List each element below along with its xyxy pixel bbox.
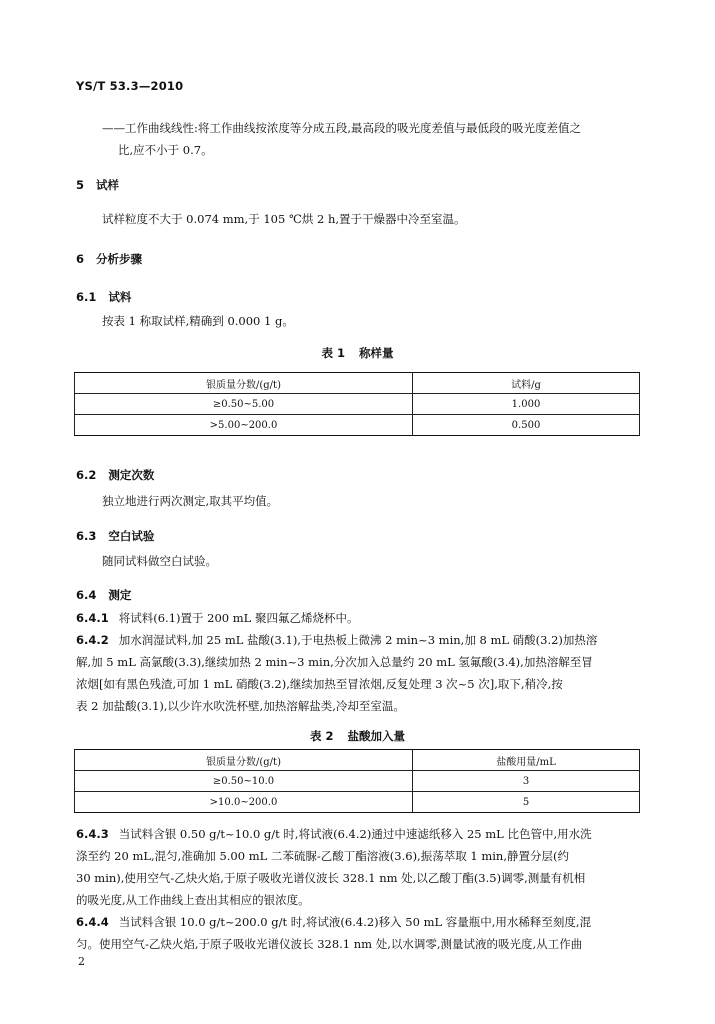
section-number: 6.3 [76, 529, 97, 543]
clause-text: 当试料含银 10.0 g/t~200.0 g/t 时,将试液(6.4.2)移入 50 mL 容量瓶中,用水稀释至刻度,混 [118, 915, 592, 929]
section-number: 6.1 [76, 290, 97, 304]
section-6-4-1 [76, 607, 358, 629]
section-number: 5 [76, 178, 85, 192]
section-6-4-4-line-2: 匀。使用空气-乙炔火焰,于原子吸收光谱仪波长 328.1 nm 处,以水调零,测量试液的吸光度,从工作曲 [76, 937, 583, 951]
section-6-4-2-line-3: 浓烟[如有黑色残渣,可加 1 mL 硝酸(3.2),继续加热至冒浓烟,反复处理 3 次~5 次],取下,稍冷,按 [76, 677, 563, 691]
section-5-text: 试样粒度不大于 0.074 mm,于 105 ℃烘 2 h,置于干燥器中冷至室温。 [102, 212, 466, 226]
table-number: 表 1 [321, 346, 345, 360]
section-6-4-2-line-2: 解,加 5 mL 高氯酸(3.3),继续加热 2 min~3 min,分次加入总量约 20 mL 氢氟酸(3.4),加热溶解至冒 [76, 655, 593, 669]
table-title: 盐酸加入量 [347, 729, 405, 743]
page-number: 2 [78, 955, 85, 968]
clause-text: 将试料(6.1)置于 200 mL 聚四氟乙烯烧杯中。 [118, 611, 359, 625]
section-title: 测定次数 [108, 468, 155, 482]
section-6-4-3-line-2: 涤至约 20 mL,混匀,准确加 5.00 mL 二苯硫脲-乙酸丁酯溶液(3.6),振荡萃取 1 min,静置分层(约 [76, 849, 569, 863]
table-cell: >10.0~200.0 [75, 792, 413, 813]
table-row [75, 394, 640, 415]
table-cell: >5.00~200.0 [75, 415, 413, 436]
section-number: 6.2 [76, 468, 97, 482]
clause-number: 6.4.3 [76, 827, 109, 841]
clause-text: 当试料含银 0.50 g/t~10.0 g/t 时,将试液(6.4.2)通过中速滤纸移入 25 mL 比色管中,用水洗 [118, 827, 592, 841]
table-cell: ≥0.50~10.0 [75, 771, 413, 792]
section-number: 6 [76, 252, 85, 266]
linearity-line-1: ——工作曲线线性:将工作曲线按浓度等分成五段,最高段的吸光度差值与最低段的吸光度差值之 [102, 121, 582, 135]
table-number: 表 2 [309, 729, 334, 743]
table-cell: ≥0.50~5.00 [75, 394, 413, 415]
table-1 [74, 372, 640, 436]
section-6-4-3-line-3: 30 min),使用空气-乙炔火焰,于原子吸收光谱仪波长 328.1 nm 处,以乙酸丁酯(3.5)调零,测量有机相 [76, 871, 586, 885]
section-title: 分析步骤 [96, 252, 143, 266]
table-2-caption [0, 728, 715, 744]
table-cell: 5 [413, 792, 640, 813]
section-6-1-text: 按表 1 称取试样,精确到 0.000 1 g。 [102, 314, 294, 328]
table-header-row [75, 750, 640, 771]
table-row [75, 771, 640, 792]
table-header-cell: 银质量分数/(g/t) [75, 373, 413, 394]
section-5-heading [76, 177, 119, 193]
table-cell: 0.500 [413, 415, 640, 436]
table-cell: 1.000 [413, 394, 640, 415]
table-1-caption [0, 345, 715, 361]
table-row [75, 792, 640, 813]
table-row [75, 415, 640, 436]
linearity-line-2: 比,应不小于 0.7。 [118, 143, 213, 157]
clause-number: 6.4.2 [76, 633, 109, 647]
clause-number: 6.4.1 [76, 611, 109, 625]
section-6-4-2-line-1 [76, 629, 597, 651]
table-header-cell: 盐酸用量/mL [413, 750, 640, 771]
section-6-4-heading [76, 587, 131, 603]
section-6-4-4-line-1 [76, 911, 591, 933]
table-2 [74, 749, 640, 813]
section-6-3-text: 随同试料做空白试验。 [102, 554, 217, 568]
section-6-3-heading [76, 528, 154, 544]
section-title: 空白试验 [108, 529, 155, 543]
table-header-row [75, 373, 640, 394]
section-6-4-3-line-4: 的吸光度,从工作曲线上查出其相应的银浓度。 [76, 893, 310, 907]
table-header-cell: 银质量分数/(g/t) [75, 750, 413, 771]
table-cell: 3 [413, 771, 640, 792]
section-6-2-heading [76, 467, 154, 483]
standard-header: YS/T 53.3—2010 [76, 79, 184, 93]
section-6-2-text: 独立地进行两次测定,取其平均值。 [102, 494, 279, 508]
section-title: 试样 [96, 178, 120, 192]
section-6-1-heading [76, 289, 131, 305]
table-title: 称样量 [359, 346, 394, 360]
section-number: 6.4 [76, 588, 97, 602]
clause-text: 加水润湿试料,加 25 mL 盐酸(3.1),于电热板上微沸 2 min~3 min,加 8 mL 硝酸(3.2)加热溶 [118, 633, 598, 647]
section-6-4-2-line-4: 表 2 加盐酸(3.1),以少许水吹洗杯壁,加热溶解盐类,冷却至室温。 [76, 699, 405, 713]
clause-number: 6.4.4 [76, 915, 109, 929]
section-title: 测定 [108, 588, 132, 602]
section-6-4-3-line-1 [76, 823, 592, 845]
section-6-heading [76, 251, 142, 267]
section-title: 试料 [108, 290, 132, 304]
table-header-cell: 试料/g [413, 373, 640, 394]
